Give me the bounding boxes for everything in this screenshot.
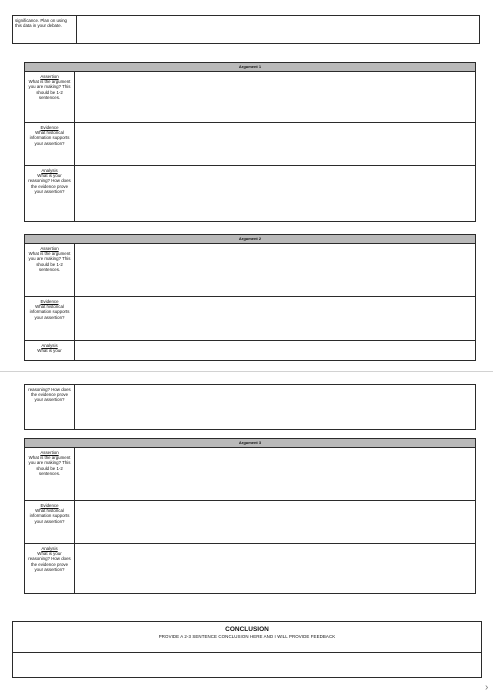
top-note-cell[interactable]: [77, 16, 479, 43]
argument-3-analysis-label: [25, 544, 75, 594]
argument-1-analysis-cell[interactable]: [75, 166, 475, 222]
conclusion-cell[interactable]: [13, 653, 481, 682]
analysis-desc: What is your reasoning? How does the evidence prove your assertion?: [28, 173, 71, 194]
continued-analysis-table: [24, 384, 476, 430]
analysis-desc: What is your: [37, 348, 62, 354]
argument-2-table: [24, 234, 476, 361]
argument-1-header: Argument 1: [25, 63, 475, 72]
argument-2-evidence-label: [25, 297, 75, 340]
argument-3-evidence-label: [25, 501, 75, 543]
assertion-title: Assertion: [40, 246, 59, 251]
analysis-title: Analysis: [41, 343, 58, 348]
top-note-label: [13, 16, 77, 43]
scroll-chevron-icon[interactable]: ›: [485, 682, 489, 693]
evidence-desc: What historical information supports your assertion?: [29, 130, 70, 146]
assertion-desc: What is the argument you are making? This should be 1-2 sentences.: [28, 79, 71, 100]
argument-3-assertion-cell[interactable]: [75, 448, 475, 500]
evidence-title: Evidence: [40, 299, 59, 304]
argument-1-evidence-label: [25, 123, 75, 165]
continued-analysis-label: [25, 385, 75, 429]
top-note-table: [12, 15, 480, 44]
argument-1-assertion-cell[interactable]: [75, 72, 475, 122]
conclusion-subtitle: PROVIDE A 2-3 SENTENCE CONCLUSION HERE AND I WILL PROVIDE FEEDBACK: [158, 634, 336, 639]
evidence-title: Evidence: [40, 503, 59, 508]
top-note-text: significance. Plan on using this data in your debate.: [15, 18, 67, 29]
assertion-title: Assertion: [40, 74, 59, 79]
argument-2-evidence-cell[interactable]: [75, 297, 475, 340]
continued-analysis-cell[interactable]: [75, 385, 475, 429]
continued-analysis-desc: reasoning? How does the evidence prove your assertion?: [28, 387, 71, 403]
argument-3-analysis-cell[interactable]: [75, 544, 475, 594]
argument-3-header: Argument 3: [25, 439, 475, 448]
analysis-desc: What is your reasoning? How does the evidence prove your assertion?: [28, 551, 71, 572]
conclusion-title: CONCLUSION: [225, 626, 269, 633]
evidence-desc: What historical information supports your assertion?: [29, 508, 70, 524]
evidence-desc: What historical information supports your assertion?: [29, 304, 70, 320]
assertion-desc: What is the argument you are making? This should be 1-2 sentences.: [28, 251, 71, 272]
argument-2-assertion-cell[interactable]: [75, 244, 475, 296]
page-break: [0, 371, 493, 372]
conclusion-header: [13, 626, 481, 653]
analysis-title: Analysis: [41, 546, 58, 551]
argument-2-analysis-label: [25, 341, 75, 361]
evidence-title: Evidence: [40, 125, 59, 130]
argument-1-evidence-cell[interactable]: [75, 123, 475, 165]
argument-3-evidence-cell[interactable]: [75, 501, 475, 543]
argument-2-header: Argument 2: [25, 235, 475, 244]
assertion-desc: What is the argument you are making? This should be 1-2 sentences.: [28, 455, 71, 476]
argument-1-table: [24, 62, 476, 222]
argument-2-assertion-label: [25, 244, 75, 296]
conclusion-table: [12, 621, 482, 678]
argument-3-assertion-label: [25, 448, 75, 500]
argument-1-assertion-label: [25, 72, 75, 122]
argument-3-table: [24, 438, 476, 594]
argument-2-analysis-cell[interactable]: [75, 341, 475, 361]
assertion-title: Assertion: [40, 450, 59, 455]
analysis-title: Analysis: [41, 168, 58, 173]
argument-1-analysis-label: [25, 166, 75, 222]
